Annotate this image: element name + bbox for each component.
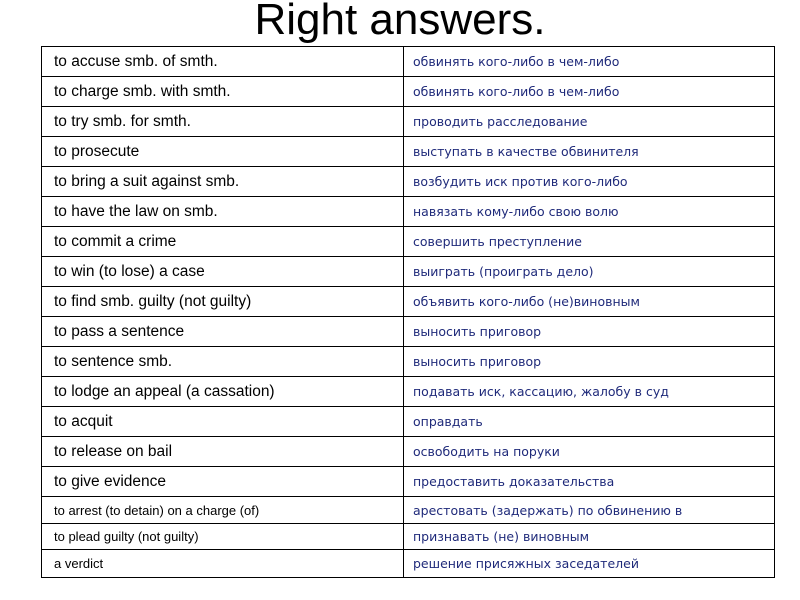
english-term: to give evidence [42, 467, 404, 497]
table-row [42, 47, 775, 77]
russian-translation: оправдать [404, 407, 775, 437]
russian-translation: решение присяжных заседателей [404, 550, 775, 578]
english-term: to accuse smb. of smth. [42, 47, 404, 77]
table-row [42, 227, 775, 257]
answers-table [41, 46, 775, 578]
russian-translation: освободить на поруки [404, 437, 775, 467]
table-row [42, 550, 775, 578]
russian-translation: выиграть (проиграть дело) [404, 257, 775, 287]
russian-translation: навязать кому-либо свою волю [404, 197, 775, 227]
russian-translation: объявить кого-либо (не)виновным [404, 287, 775, 317]
russian-translation: выносить приговор [404, 347, 775, 377]
table-row [42, 497, 775, 524]
russian-translation: обвинять кого-либо в чем-либо [404, 77, 775, 107]
table-row [42, 287, 775, 317]
table-row [42, 467, 775, 497]
english-term: to have the law on smb. [42, 197, 404, 227]
table-row [42, 317, 775, 347]
table-row [42, 347, 775, 377]
english-term: to sentence smb. [42, 347, 404, 377]
russian-translation: проводить расследование [404, 107, 775, 137]
table-row [42, 257, 775, 287]
english-term: to win (to lose) a case [42, 257, 404, 287]
russian-translation: предоставить доказательства [404, 467, 775, 497]
russian-translation: обвинять кого-либо в чем-либо [404, 47, 775, 77]
page-title: Right answers. [254, 0, 546, 44]
english-term: to try smb. for smth. [42, 107, 404, 137]
russian-translation: выносить приговор [404, 317, 775, 347]
table-row [42, 437, 775, 467]
english-term: to release on bail [42, 437, 404, 467]
english-term: to acquit [42, 407, 404, 437]
russian-translation: признавать (не) виновным [404, 524, 775, 550]
table-row [42, 407, 775, 437]
table-row [42, 377, 775, 407]
english-term: to lodge an appeal (a cassation) [42, 377, 404, 407]
table-row [42, 107, 775, 137]
table-row [42, 77, 775, 107]
table-row [42, 137, 775, 167]
english-term: to bring a suit against smb. [42, 167, 404, 197]
russian-translation: возбудить иск против кого-либо [404, 167, 775, 197]
english-term: to find smb. guilty (not guilty) [42, 287, 404, 317]
russian-translation: арестовать (задержать) по обвинению в [404, 497, 775, 524]
table-row [42, 524, 775, 550]
english-term: to charge smb. with smth. [42, 77, 404, 107]
english-term: to pass a sentence [42, 317, 404, 347]
russian-translation: подавать иск, кассацию, жалобу в суд [404, 377, 775, 407]
russian-translation: совершить преступление [404, 227, 775, 257]
english-term: to prosecute [42, 137, 404, 167]
russian-translation: выступать в качестве обвинителя [404, 137, 775, 167]
english-term: to arrest (to detain) on a charge (of) [42, 497, 404, 524]
english-term: a verdict [42, 550, 404, 578]
table-row [42, 167, 775, 197]
english-term: to plead guilty (not guilty) [42, 524, 404, 550]
english-term: to commit a crime [42, 227, 404, 257]
table-row [42, 197, 775, 227]
